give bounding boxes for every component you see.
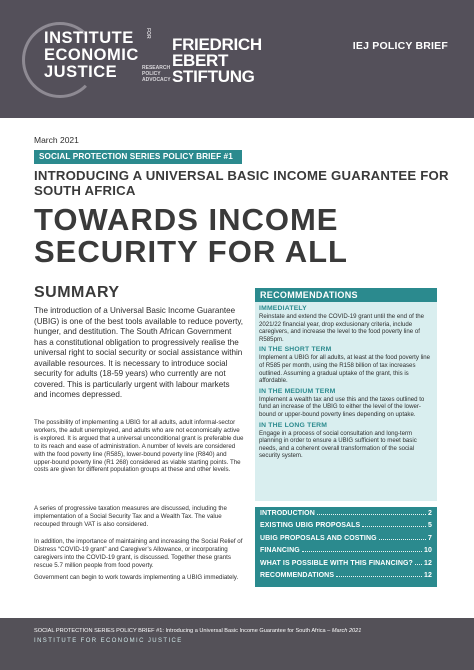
summary-paragraph-4: Government can begin to work towards implementing a UBIG immediately. bbox=[34, 574, 239, 581]
publication-date: March 2021 bbox=[34, 135, 79, 145]
iej-logo-line-1: INSTITUTE bbox=[44, 29, 134, 47]
brief-subtitle: INTRODUCING A UNIVERSAL BASIC INCOME GUARANTEE FOR SOUTH AFRICA bbox=[34, 168, 449, 198]
toc-item-what-is-possible[interactable]: WHAT IS POSSIBLE WITH THIS FINANCING? 12 bbox=[260, 559, 432, 567]
toc-item-existing-proposals[interactable]: EXISTING UBIG PROPOSALS 5 bbox=[260, 522, 432, 530]
rec-medium-term-text: Implement a wealth tax and use this and the taxes outlined to fund an increase of the UBIG to either the level of the lower-bound or upper-bound poverty lines depending on uptake. bbox=[259, 395, 425, 418]
recommendations-heading: RECOMMENDATIONS bbox=[255, 288, 437, 302]
iej-logo-line-3: JUSTICE bbox=[44, 63, 118, 81]
rec-immediately-heading: IMMEDIATELY bbox=[259, 305, 307, 312]
rec-long-term-heading: IN THE LONG TERM bbox=[259, 421, 328, 429]
footer-institute: INSTITUTE FOR ECONOMIC JUSTICE bbox=[34, 638, 183, 644]
summary-heading: SUMMARY bbox=[34, 284, 120, 301]
iej-logo-for: FOR bbox=[145, 28, 151, 39]
summary-lead: The introduction of a Universal Basic Income Guarantee (UBIG) is one of the best tools available to reduce poverty, hunger, and destitution. The South African Government has a constitutional obligation to progressively realise the universal right to social security or social assistance within available resources. It is necessary to introduce social security for adults (18-59 years) who currently are not covered. This is particularly urgent with labour markets and incomes depressed. bbox=[34, 306, 244, 399]
brief-title: TOWARDS INCOME SECURITY FOR ALL bbox=[34, 202, 348, 269]
toc-item-financing[interactable]: FINANCING 10 bbox=[260, 547, 432, 555]
fes-logo-line-2: EBERT bbox=[172, 51, 229, 70]
fes-logo-line-3: STIFTUNG bbox=[172, 67, 255, 86]
rec-short-term-heading: IN THE SHORT TERM bbox=[259, 346, 332, 354]
table-of-contents bbox=[255, 507, 437, 587]
recommendations-box bbox=[255, 302, 437, 501]
rec-medium-term-heading: IN THE MEDIUM TERM bbox=[259, 387, 336, 395]
iej-logo-line-2: ECONOMIC bbox=[44, 46, 139, 64]
iej-logo-tagline: RESEARCH POLICY ADVOCACY bbox=[142, 65, 171, 83]
rec-long-term-text: Engage in a process of social consultation and long-term planning in order to ensure a UBIG sufficient to meet basic needs, and a coherent overall transformation of the social security system. bbox=[259, 429, 417, 460]
summary-paragraph-1: The possibility of implementing a UBIG for all adults, adult informal-sector workers, the adult unemployed, and adults who are not economically active is explored. It is argued that a universal unconditional grant is preferable due to its reach and ease of administration. A number of levels are considered with the food poverty line (R585), lower-bound poverty line (R840) and upper-bound poverty line (R1 268) considered as viable starting points. The costs are given for different population groups at these and other levels. bbox=[34, 419, 244, 474]
rec-short-term-text: Implement a UBIG for all adults, at least at the food poverty line of R585 per month, using the R158 billion of tax increases outlined. Assuming a gradual uptake of the grant, this is affordable. bbox=[259, 354, 431, 385]
series-label: SOCIAL PROTECTION SERIES POLICY BRIEF #1 bbox=[34, 150, 242, 164]
toc-item-proposals-costing[interactable]: UBIG PROPOSALS AND COSTING 7 bbox=[260, 534, 432, 542]
summary-paragraph-2: A series of progressive taxation measures are discussed, including the implementation of a Social Security Tax and a Wealth Tax. The value recouped through VAT is also considered. bbox=[34, 505, 227, 528]
rec-immediately-text: Reinstate and extend the COVID-19 grant until the end of the 2021/22 financial year, drop exclusionary criteria, include caregivers, and increase the level to the food poverty line of R585pm. bbox=[259, 313, 424, 343]
header-banner bbox=[0, 0, 474, 118]
summary-paragraph-3: In addition, the importance of maintaining and increasing the Social Relief of Distress “COVID-19 grant” and Caregiver’s Allowance, or incorporating caregivers into the COVID-19 grant, is discussed. Together these grants rescue 5.7 million people from food poverty. bbox=[34, 538, 243, 569]
policy-brief-tag: IEJ POLICY BRIEF bbox=[352, 40, 448, 52]
fes-logo-line-1: FRIEDRICH bbox=[172, 35, 262, 54]
footer-band bbox=[0, 618, 474, 670]
toc-item-introduction[interactable]: INTRODUCTION 2 bbox=[260, 510, 432, 517]
toc-item-recommendations[interactable]: RECOMMENDATIONS 12 bbox=[260, 571, 432, 579]
footer-citation: SOCIAL PROTECTION SERIES POLICY BRIEF #1: Introducing a Universal Basic Income Guarantee for South Africa – March 2021 bbox=[34, 628, 362, 634]
